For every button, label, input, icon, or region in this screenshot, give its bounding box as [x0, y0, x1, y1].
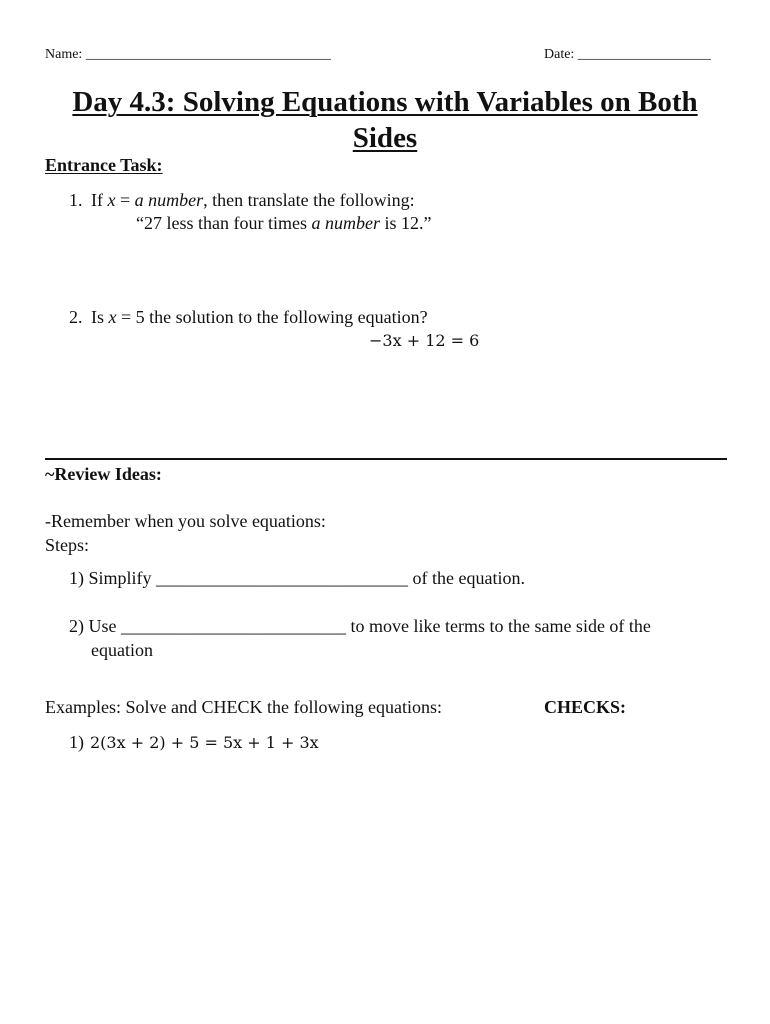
name-field: Name: ___________________________________	[45, 47, 331, 62]
date-field: Date: ___________________	[544, 47, 711, 62]
question-2-number: 2.	[69, 307, 83, 327]
question-1-quote	[136, 213, 431, 234]
step-2-continuation: equation	[91, 640, 153, 660]
step-2: 2) Use _________________________ to move like terms to the same side of the	[69, 616, 651, 636]
page-title-line-1: Day 4.3: Solving Equations with Variables on Both	[72, 86, 698, 118]
quote-text: is 12.”	[379, 213, 432, 233]
question-1-text: =	[115, 190, 135, 210]
example-1-number: 1)	[69, 732, 84, 752]
question-2-text: Is	[91, 307, 109, 327]
example-1-equation: 2(3x + 2) + 5 = 5x + 1 + 3x	[90, 733, 319, 752]
variable-x: x	[108, 307, 117, 327]
page-title	[40, 84, 730, 156]
steps-label: Steps:	[45, 535, 90, 555]
question-1	[69, 190, 415, 211]
question-1-phrase: a number	[134, 190, 204, 210]
step-1: 1) Simplify ____________________________ of the equation.	[69, 568, 525, 588]
question-2-text: = 5 the solution to the following equation?	[116, 307, 428, 327]
question-1-text: If	[91, 190, 108, 210]
question-1-text: , then translate the following:	[203, 190, 415, 210]
examples-intro: Examples: Solve and CHECK the following equations:	[45, 697, 442, 717]
checks-label: CHECKS:	[544, 697, 627, 717]
quote-phrase: a number	[311, 213, 380, 233]
review-ideas-heading: ~Review Ideas:	[45, 464, 162, 484]
page-title-line-2: Sides	[352, 122, 418, 154]
entrance-task-heading: Entrance Task:	[45, 155, 163, 175]
review-remember-text: -Remember when you solve equations:	[45, 511, 326, 531]
question-1-number: 1.	[69, 190, 83, 210]
section-divider	[45, 458, 727, 460]
question-2-equation: −3x + 12 = 6	[369, 331, 480, 350]
variable-x: x	[107, 190, 116, 210]
question-2	[69, 307, 428, 328]
quote-text: “27 less than four times	[136, 213, 312, 233]
